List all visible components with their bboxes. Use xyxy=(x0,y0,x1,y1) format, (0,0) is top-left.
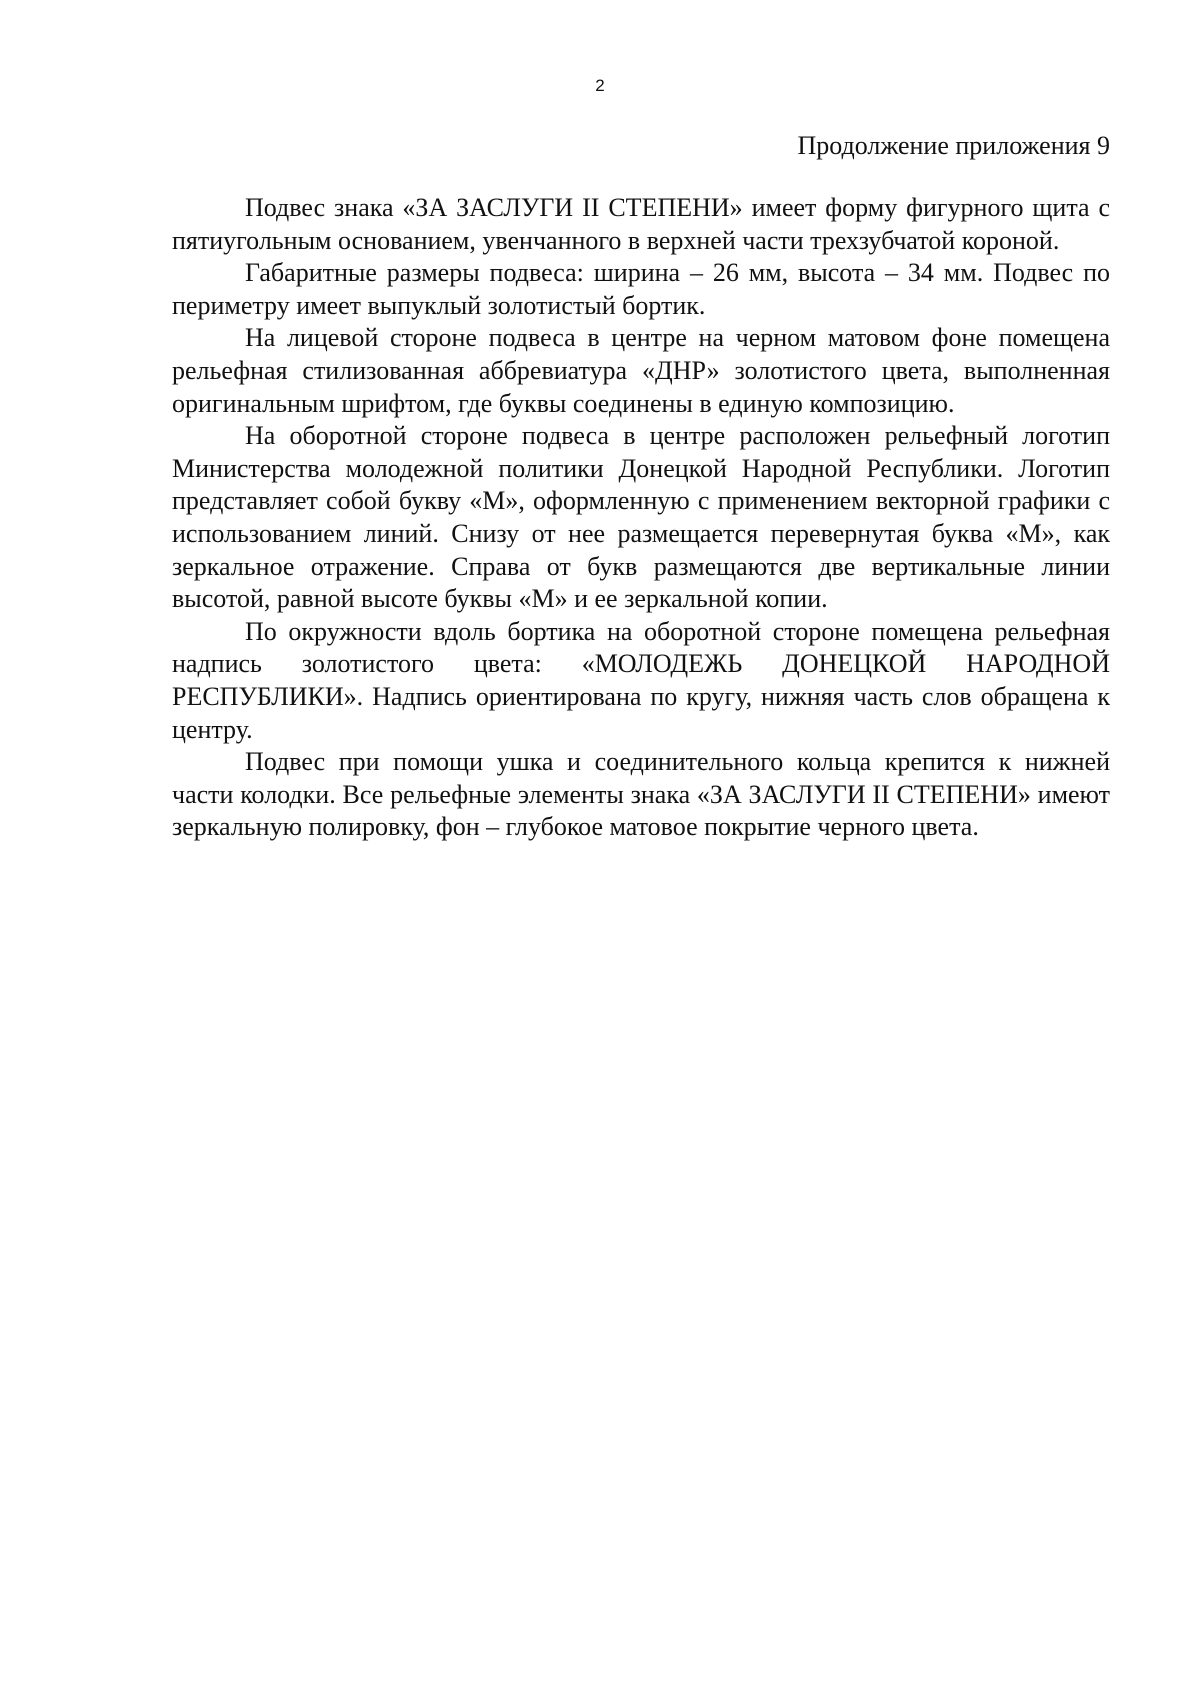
paragraph-attachment-finish: Подвес при помощи ушка и соединительного кольца крепится к нижней части колодки. Все рельефные элементы знака «ЗА ЗАСЛУГИ II СТЕПЕНИ» имеют зеркальную полировку, фон – глубокое матовое покрытие черного цвета. xyxy=(172,747,1110,842)
document-body xyxy=(172,192,1110,844)
paragraph-reverse-side-logo: На оборотной стороне подвеса в центре расположен рельефный логотип Министерства молодежной политики Донецкой Народной Республики. Логотип представляет собой букву «М», оформленную с применением векторной графики с использованием линий. Снизу от нее размещается перевернутая буква «М», как зеркальное отражение. Справа от букв размещаются две вертикальные линии высотой, равной высоте буквы «М» и ее зеркальной копии. xyxy=(172,421,1110,614)
page-number: 2 xyxy=(595,76,605,95)
paragraph-pendant-dimensions: Габаритные размеры подвеса: ширина – 26 мм, высота – 34 мм. Подвес по периметру имеет выпуклый золотистый бортик. xyxy=(172,258,1110,320)
paragraph-reverse-inscription: По окружности вдоль бортика на оборотной стороне помещена рельефная надпись золотистого цвета: «МОЛОДЕЖЬ ДОНЕЦКОЙ НАРОДНОЙ РЕСПУБЛИКИ». Надпись ориентирована по кругу, нижняя часть слов обращена к центру. xyxy=(172,616,1110,744)
paragraph-front-side: На лицевой стороне подвеса в центре на черном матовом фоне помещена рельефная стилизованная аббревиатура «ДНР» золотистого цвета, выполненная оригинальным шрифтом, где буквы соединены в единую композицию. xyxy=(172,323,1110,418)
appendix-heading: Продолжение приложения 9 xyxy=(797,131,1110,160)
paragraph-pendant-shape: Подвес знака «ЗА ЗАСЛУГИ II СТЕПЕНИ» имеет форму фигурного щита с пятиугольным основанием, увенчанного в верхней части трехзубчатой короной. xyxy=(172,193,1110,255)
